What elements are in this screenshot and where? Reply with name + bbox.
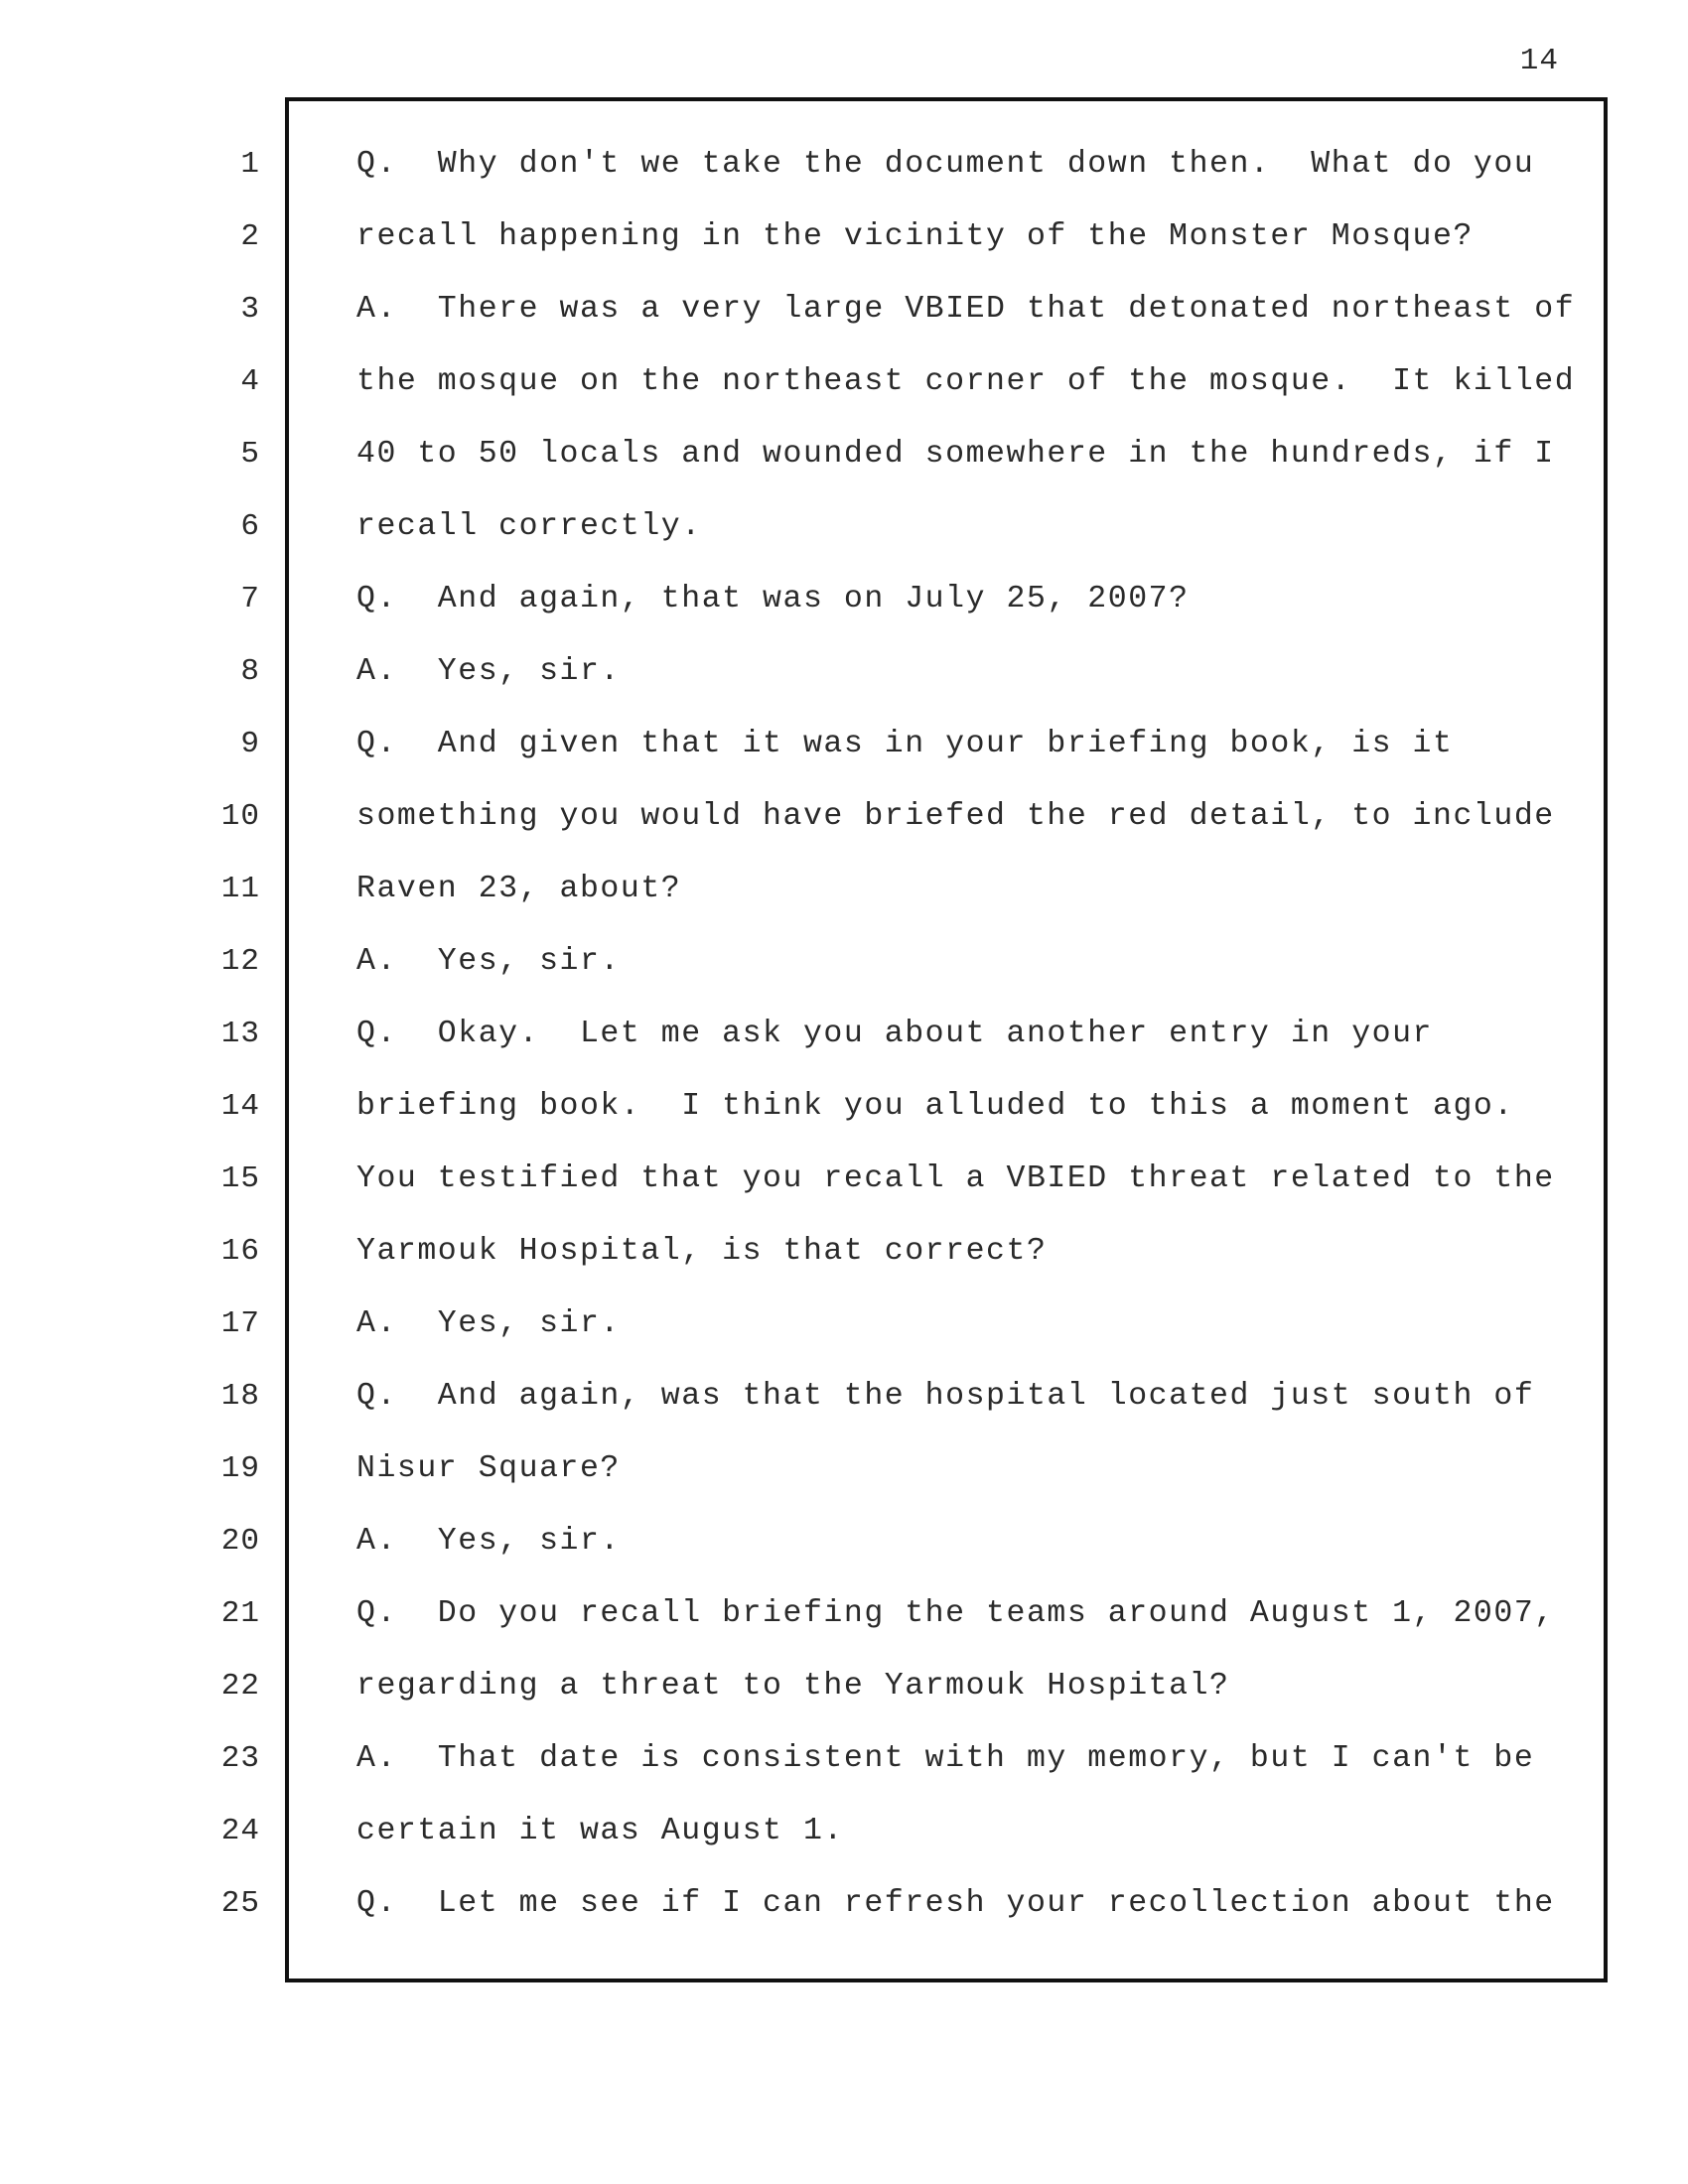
transcript-line: Nisur Square?: [356, 1451, 621, 1486]
line-number: 1: [240, 147, 260, 182]
transcript-line: Q. And given that it was in your briefing book, is it: [356, 727, 1454, 761]
line-number: 8: [240, 654, 260, 689]
line-number: 7: [240, 582, 260, 616]
line-number: 23: [220, 1741, 260, 1776]
transcript-line: You testified that you recall a VBIED threat related to the: [356, 1161, 1555, 1196]
line-number: 12: [220, 944, 260, 979]
line-number: 21: [220, 1596, 260, 1631]
transcript-line: A. There was a very large VBIED that detonated northeast of: [356, 292, 1576, 327]
transcript-line: something you would have briefed the red detail, to include: [356, 799, 1555, 834]
line-number: 2: [240, 219, 260, 254]
line-number: 5: [240, 437, 260, 472]
transcript-line: A. That date is consistent with my memory, but I can't be: [356, 1741, 1535, 1776]
transcript-line: recall correctly.: [356, 509, 702, 544]
transcript-line: certain it was August 1.: [356, 1814, 844, 1848]
line-number: 10: [220, 799, 260, 834]
line-number: 14: [220, 1089, 260, 1124]
line-number: 24: [220, 1814, 260, 1848]
line-number: 6: [240, 509, 260, 544]
transcript-line: Q. Do you recall briefing the teams around August 1, 2007,: [356, 1596, 1555, 1631]
transcript-line: Q. Why don't we take the document down then. What do you: [356, 147, 1535, 182]
transcript-line: Raven 23, about?: [356, 872, 682, 906]
transcript-line: the mosque on the northeast corner of the mosque. It killed: [356, 364, 1576, 399]
line-number: 11: [220, 872, 260, 906]
page-number: 14: [1519, 44, 1559, 78]
transcript-line: A. Yes, sir.: [356, 1306, 621, 1341]
line-number: 17: [220, 1306, 260, 1341]
line-number: 4: [240, 364, 260, 399]
transcript-line: recall happening in the vicinity of the Monster Mosque?: [356, 219, 1474, 254]
transcript-line: Yarmouk Hospital, is that correct?: [356, 1234, 1048, 1269]
line-number: 22: [220, 1669, 260, 1704]
line-number: 25: [220, 1886, 260, 1921]
line-number: 9: [240, 727, 260, 761]
line-number: 3: [240, 292, 260, 327]
line-number-column: [0, 139, 260, 1951]
transcript-line: Q. Okay. Let me ask you about another entry in your: [356, 1017, 1434, 1051]
line-number: 15: [220, 1161, 260, 1196]
transcript-line: briefing book. I think you alluded to this a moment ago.: [356, 1089, 1514, 1124]
line-number: 20: [220, 1524, 260, 1559]
transcript-line: 40 to 50 locals and wounded somewhere in the hundreds, if I: [356, 437, 1555, 472]
line-number: 18: [220, 1379, 260, 1414]
transcript-text: [356, 139, 1598, 1951]
line-number: 19: [220, 1451, 260, 1486]
transcript-line: A. Yes, sir.: [356, 654, 621, 689]
transcript-line: Q. And again, that was on July 25, 2007?: [356, 582, 1190, 616]
transcript-line: Q. And again, was that the hospital located just south of: [356, 1379, 1535, 1414]
transcript-line: A. Yes, sir.: [356, 1524, 621, 1559]
transcript-line: Q. Let me see if I can refresh your recollection about the: [356, 1886, 1555, 1921]
line-number: 13: [220, 1017, 260, 1051]
transcript-line: regarding a threat to the Yarmouk Hospital?: [356, 1669, 1230, 1704]
line-number: 16: [220, 1234, 260, 1269]
transcript-line: A. Yes, sir.: [356, 944, 621, 979]
